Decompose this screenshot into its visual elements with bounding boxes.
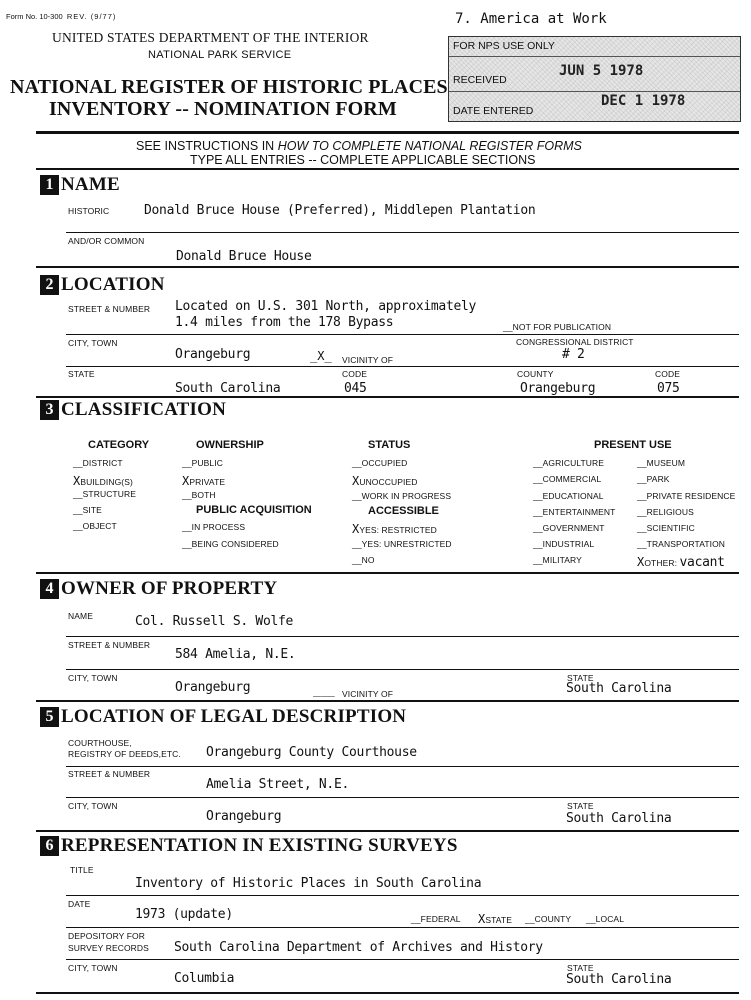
header-divider — [36, 131, 739, 134]
other-use-value: vacant — [679, 555, 725, 570]
survey-date-label: DATE — [68, 899, 91, 909]
vicinity-mark: _X_ — [310, 349, 332, 363]
form-title-line2: INVENTORY -- NOMINATION FORM — [49, 98, 397, 120]
section-number: 1 — [40, 175, 59, 195]
state-code-label: CODE — [342, 369, 367, 379]
survey-title-value: Inventory of Historic Places in South Carolina — [135, 876, 482, 891]
location-county-value: Orangeburg — [520, 381, 596, 396]
depository-label-1: DEPOSITORY FOR — [68, 931, 145, 941]
depository-state-label: STATE — [567, 963, 594, 973]
section-title: NAME — [61, 174, 120, 195]
location-state-code-value: 045 — [344, 381, 367, 396]
legal-street-value: Amelia Street, N.E. — [206, 777, 350, 792]
accessible-option: XYES: RESTRICTED — [352, 522, 437, 536]
section-number: 3 — [40, 400, 59, 420]
location-street-line1: Located on U.S. 301 North, approximately — [175, 299, 477, 314]
ownership-option: __PUBLIC — [182, 458, 223, 468]
location-state-value: South Carolina — [175, 381, 281, 396]
section-4-header — [40, 578, 277, 600]
common-name-label: AND/OR COMMON — [68, 236, 145, 246]
present-use-option: __TRANSPORTATION — [637, 539, 726, 549]
category-option: __STRUCTURE — [73, 489, 136, 499]
owner-state-label: STATE — [567, 673, 594, 683]
present-use-option: __PRIVATE RESIDENCE — [637, 491, 736, 501]
present-use-option: __EDUCATIONAL — [533, 491, 604, 501]
depository-label-2: SURVEY RECORDS — [68, 943, 149, 953]
location-city-value: Orangeburg — [175, 347, 251, 362]
acquisition-option: __IN PROCESS — [182, 522, 246, 532]
department-name: UNITED STATES DEPARTMENT OF THE INTERIOR — [52, 30, 369, 45]
congressional-district-value: # 2 — [562, 347, 585, 362]
state-option: XSTATE — [478, 912, 512, 926]
nps-use-label: FOR NPS USE ONLY — [453, 40, 555, 52]
courthouse-label: COURTHOUSE, — [68, 738, 132, 748]
city-town-label: CITY, TOWN — [68, 338, 118, 348]
present-use-option: __PARK — [637, 474, 670, 484]
legal-state-label: STATE — [567, 801, 594, 811]
legal-state-value: South Carolina — [566, 811, 672, 826]
public-acquisition-heading: PUBLIC ACQUISITION — [196, 504, 312, 516]
category-option: __SITE — [73, 505, 102, 515]
not-for-publication-option: __NOT FOR PUBLICATION — [503, 322, 612, 332]
date-entered-stamp: DEC 1 1978 — [601, 93, 686, 109]
nps-use-box — [448, 36, 741, 122]
section-2-header — [40, 274, 165, 296]
section-title: OWNER OF PROPERTY — [61, 578, 278, 599]
common-name-value: Donald Bruce House — [176, 249, 312, 264]
legal-city-label: CITY, TOWN — [68, 801, 118, 811]
present-use-option: __COMMERCIAL — [533, 474, 602, 484]
legal-street-label: STREET & NUMBER — [68, 769, 151, 779]
category-option: __OBJECT — [73, 521, 117, 531]
present-use-option: __MUSEUM — [637, 458, 686, 468]
ownership-heading: OWNERSHIP — [196, 439, 264, 451]
owner-name-label: NAME — [68, 611, 93, 621]
date-entered-label: DATE ENTERED — [453, 105, 534, 117]
owner-city-label: CITY, TOWN — [68, 673, 118, 683]
present-use-option: __AGRICULTURE — [533, 458, 605, 468]
street-number-label: STREET & NUMBER — [68, 304, 151, 314]
owner-vicinity-mark: ___ — [313, 683, 335, 697]
ownership-option: __BOTH — [182, 490, 216, 500]
owner-name-value: Col. Russell S. Wolfe — [135, 614, 294, 629]
accessible-heading: ACCESSIBLE — [368, 505, 439, 517]
section-3-header — [40, 399, 226, 421]
section-title: LOCATION OF LEGAL DESCRIPTION — [61, 706, 407, 727]
accessible-option: __YES: UNRESTRICTED — [352, 539, 452, 549]
survey-title-label: TITLE — [70, 865, 94, 875]
registry-label: REGISTRY OF DEEDS,ETC. — [68, 749, 181, 759]
courthouse-value: Orangeburg County Courthouse — [206, 745, 417, 760]
section-title: CLASSIFICATION — [61, 399, 227, 420]
historic-name-value: Donald Bruce House (Preferred), Middlepen Plantation — [144, 203, 536, 218]
service-name: NATIONAL PARK SERVICE — [148, 49, 292, 61]
present-use-option: __MILITARY — [533, 555, 582, 565]
local-option: __LOCAL — [586, 914, 625, 924]
location-county-code-value: 075 — [657, 381, 680, 396]
present-use-option: __ENTERTAINMENT — [533, 507, 616, 517]
present-use-option: __GOVERNMENT — [533, 523, 605, 533]
depository-city-label: CITY, TOWN — [68, 963, 118, 973]
status-option: __OCCUPIED — [352, 458, 408, 468]
county-label: COUNTY — [517, 369, 554, 379]
status-heading: STATUS — [368, 439, 411, 451]
instructions-line2: TYPE ALL ENTRIES -- COMPLETE APPLICABLE SECTIONS — [190, 153, 536, 167]
location-street-line2: 1.4 miles from the 178 Bypass — [175, 315, 394, 330]
present-use-option: __SCIENTIFIC — [637, 523, 695, 533]
category-option: XBUILDING(S) — [73, 474, 133, 488]
ownership-option: XPRIVATE — [182, 474, 226, 488]
historic-label: HISTORIC — [68, 206, 110, 216]
present-use-option-other: XOTHER: vacant — [637, 555, 725, 570]
federal-option: __FEDERAL — [411, 914, 461, 924]
category-heading: CATEGORY — [88, 439, 150, 451]
received-label: RECEIVED — [453, 74, 507, 86]
congressional-district-label: CONGRESSIONAL DISTRICT — [516, 337, 634, 347]
vicinity-label: VICINITY OF — [342, 355, 394, 365]
received-stamp: JUN 5 1978 — [559, 63, 644, 79]
section-title: REPRESENTATION IN EXISTING SURVEYS — [61, 835, 458, 856]
owner-state-value: South Carolina — [566, 681, 672, 696]
instructions-line1: SEE INSTRUCTIONS IN HOW TO COMPLETE NATIONAL REGISTER FORMS — [136, 139, 582, 153]
acquisition-option: __BEING CONSIDERED — [182, 539, 279, 549]
section-number: 4 — [40, 579, 59, 599]
accessible-option: __NO — [352, 555, 375, 565]
status-option: XUNOCCUPIED — [352, 474, 418, 488]
county-option: __COUNTY — [525, 914, 572, 924]
present-use-option: __RELIGIOUS — [637, 507, 694, 517]
section-number: 5 — [40, 707, 59, 727]
section-number: 2 — [40, 275, 59, 295]
form-title-line1: NATIONAL REGISTER OF HISTORIC PLACES — [10, 76, 448, 98]
owner-street-label: STREET & NUMBER — [68, 640, 151, 650]
revision: REV. (9/77) — [66, 12, 117, 21]
legal-city-value: Orangeburg — [206, 809, 282, 824]
depository-state-value: South Carolina — [566, 972, 672, 987]
depository-city-value: Columbia — [174, 971, 235, 986]
form-number: Form No. 10-300 REV. (9/77) — [6, 12, 117, 21]
section-number: 6 — [40, 836, 59, 856]
survey-date-value: 1973 (update) — [135, 907, 233, 922]
section-5-header — [40, 706, 406, 728]
section-1-header — [40, 174, 120, 196]
county-code-label: CODE — [655, 369, 680, 379]
present-use-option: __INDUSTRIAL — [533, 539, 595, 549]
owner-city-value: Orangeburg — [175, 680, 251, 695]
section-6-header — [40, 835, 458, 857]
state-label: STATE — [68, 369, 95, 379]
present-use-heading: PRESENT USE — [594, 439, 672, 451]
status-option: __WORK IN PROGRESS — [352, 491, 452, 501]
owner-street-value: 584 Amelia, N.E. — [175, 647, 296, 662]
category-option: __DISTRICT — [73, 458, 123, 468]
section-title: LOCATION — [61, 274, 165, 295]
owner-vicinity-label: VICINITY OF — [342, 689, 394, 699]
page-note: 7. America at Work — [455, 11, 607, 27]
depository-value: South Carolina Department of Archives and History — [174, 940, 543, 955]
